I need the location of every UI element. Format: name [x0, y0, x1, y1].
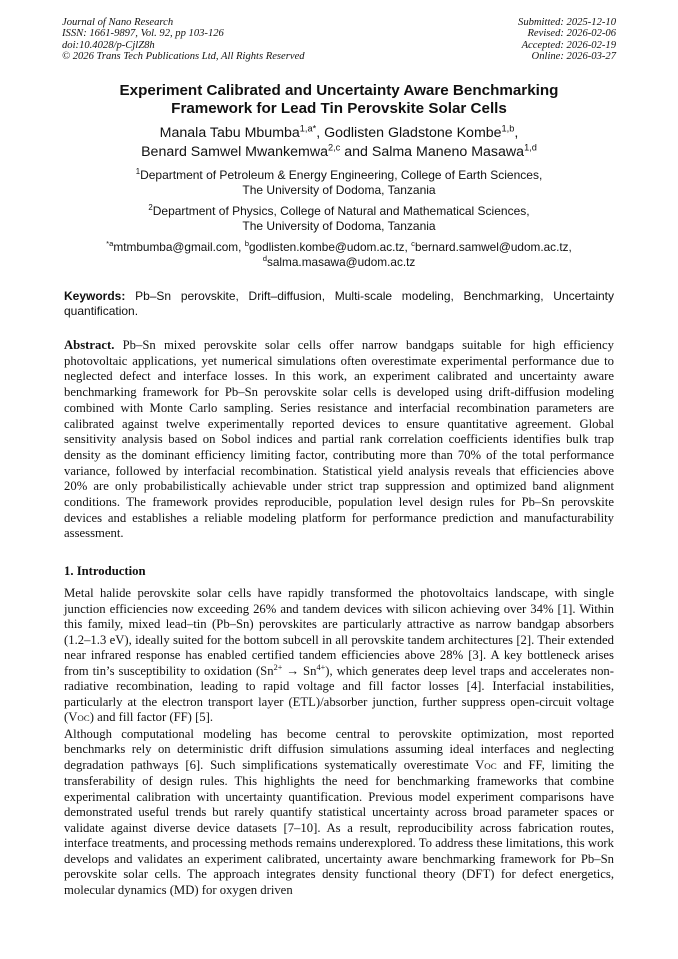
affiliation-line	[40, 168, 638, 183]
section-heading: 1. Introduction	[64, 564, 146, 578]
email-address[interactable]: salma.masawa@udom.ac.tz	[266, 255, 416, 269]
publication-dates	[518, 17, 616, 63]
date-revised: Revised: 2026-02-06	[527, 28, 616, 40]
abstract-text: Pb–Sn mixed perovskite solar cells offer narrow bandgaps suitable for high efficiency photovoltaic applications, yet numerical simulations often overestimate experimental performance due to neglected defect and interface losses. In this work, an experiment calibrated and uncertainty aware benchmarking framework for Pb–Sn perovskite solar cells is developed using drift-diffusion modeling combined with Monte Carlo sampling. Series resistance and interfacial recombination parameters are calibrated against twelve experimentally reported devices to ensure quantitative agreement. Global sensitivity analysis based on Sobol indices and partial rank correlation coefficients identifies bulk trap density as the dominant efficiency limiting factor, contributing more than 70% of the total performance variance, followed by interfacial recombination. Statistical yield analysis reveals that efficiencies above 20% are only probabilistically achievable under strict trap suppression and optimized band alignment conditions. The framework provides reproducible, population level design rules for Pb–Sn perovskite devices and establishes a reliable modeling platform for performance prediction and manufacturability assessment.	[64, 338, 614, 541]
author-line	[40, 124, 638, 143]
abstract-label: Abstract.	[64, 338, 115, 352]
email-address[interactable]: bernard.samwel@udom.ac.tz,	[414, 240, 572, 254]
affiliation-line: The University of Dodoma, Tanzania	[242, 219, 436, 233]
affiliation-line	[40, 204, 638, 219]
paragraph-text: ), which generates deep level traps and accelerates non-radiative recombination, leading to rapid voltage and fill factor losses [4]. Interfacial instabilities, particularly at the electron transport layer (ETL)/absorber junction, further suppress open-circuit voltage (V	[64, 663, 615, 724]
email-mark: *a	[106, 239, 114, 249]
date-online: Online: 2026-03-27	[531, 51, 616, 63]
affiliation-mark: 2	[148, 203, 153, 212]
paragraph-text: Although computational modeling has become central to perovskite optimization, most reported benchmarks rely on deterministic drift diffusion simulations assuming ideal interfaces and neglecting degradation pathways [6]. Such simplifications systematically overestimate V	[64, 726, 614, 772]
email-line	[40, 255, 638, 270]
author-separator: ,	[316, 125, 325, 141]
email-mark: b	[244, 239, 249, 249]
date-accepted: Accepted: 2026-02-19	[521, 39, 616, 51]
author-emails	[40, 240, 638, 270]
affiliation	[40, 204, 638, 234]
author-separator: ,	[514, 125, 519, 141]
paragraph-text: Metal halide perovskite solar cells have rapidly transformed the photovoltaics landscape, with single junction efficiencies now exceeding 26% and tandem devices with silicon achieving over 34% [1]. Within this family, mixed lead–tin (Pb–Sn) perovskites are particularly attractive as narrow bandgap absorbers (1.2–1.3 eV), ideally suited for the bottom subcell in all perovskite tandem architectures [2]. Their extended near infrared response has enabled certified tandem efficiencies above 28% [3]. A key bottleneck arises from tin’s susceptibility to oxidation (Sn	[64, 586, 614, 678]
title-line: Framework for Lead Tin Perovskite Solar Cells	[171, 100, 507, 117]
author-affil-mark: 2,c	[327, 142, 341, 153]
keywords-text: Pb–Sn perovskite, Drift–diffusion, Multi-scale modeling, Benchmarking, Uncertainty quantification.	[64, 289, 614, 318]
email-address[interactable]: mtmbumba@gmail.com,	[113, 240, 245, 254]
abstract	[64, 338, 614, 542]
title-line: Experiment Calibrated and Uncertainty Aware Benchmarking	[119, 82, 559, 99]
email-line	[40, 240, 638, 255]
paragraph-text: and FF, limiting the transferability of design rules. This highlights the need for benchmarking frameworks that combine experimental calibration with uncertainty quantification. Previous model experiment comparisons have demonstrated useful trends but rarely quantify statistical uncertainty across broad parameter spaces or validate against diverse device datasets [7–10]. As a result, reproducibility across fabrication routes, interface treatments, and processing methods remains underexplored. To address these limitations, this work develops and validates an experiment calibrated, uncertainty aware benchmarking framework for Pb–Sn perovskite solar cells. The approach integrates density functional theory (DFT) for defect energetics, molecular dynamics (MD) for oxygen driven	[64, 757, 614, 897]
journal-doi: doi:10.4028/p-CjlZ8h	[62, 39, 155, 51]
author-list	[40, 124, 638, 162]
email-address[interactable]: godlisten.kombe@udom.ac.tz,	[248, 240, 412, 254]
paragraph-text: ) and fill factor (FF) [5].	[89, 710, 214, 724]
date-submitted: Submitted: 2025-12-10	[518, 17, 616, 28]
affiliation	[40, 168, 638, 198]
author-name: Godlisten Gladstone Kombe	[324, 125, 502, 141]
author-line	[40, 143, 638, 162]
journal-info	[62, 17, 305, 63]
email-mark: d	[262, 254, 267, 264]
paper-title	[40, 82, 638, 118]
keywords	[64, 289, 614, 319]
affiliation-line: The University of Dodoma, Tanzania	[242, 183, 436, 197]
email-mark: c	[411, 239, 415, 249]
author-name: Salma Maneno Masawa	[371, 144, 525, 160]
author-affil-mark: 1,a*	[299, 123, 317, 134]
author-name: Manala Tabu Mbumba	[159, 125, 300, 141]
affiliation-text: Department of Physics, College of Natural and Mathematical Sciences,	[152, 204, 530, 218]
affiliation-mark: 1	[135, 167, 141, 176]
author-name: Benard Samwel Mwankemwa	[141, 144, 328, 160]
superscript: 4+	[316, 662, 326, 672]
keywords-label: Keywords:	[64, 289, 126, 303]
author-separator: and	[340, 144, 372, 160]
journal-copyright: © 2026 Trans Tech Publications Ltd, All Rights Reserved	[62, 51, 305, 63]
journal-issn: ISSN: 1661-9897, Vol. 92, pp 103-126	[62, 28, 224, 40]
affiliation-text: Department of Petroleum & Energy Engineering, College of Earth Sciences,	[140, 168, 543, 182]
journal-name: Journal of Nano Research	[62, 17, 174, 28]
paragraph-text: → Sn	[282, 663, 317, 678]
superscript: 2+	[273, 662, 283, 672]
paragraph	[64, 586, 614, 727]
introduction-body	[64, 586, 614, 898]
author-affil-mark: 1,b	[501, 123, 515, 134]
subscript: OC	[77, 713, 90, 723]
journal-header	[62, 17, 616, 63]
subscript: OC	[484, 760, 497, 771]
author-affil-mark: 1,d	[524, 142, 537, 153]
paragraph	[64, 727, 614, 899]
